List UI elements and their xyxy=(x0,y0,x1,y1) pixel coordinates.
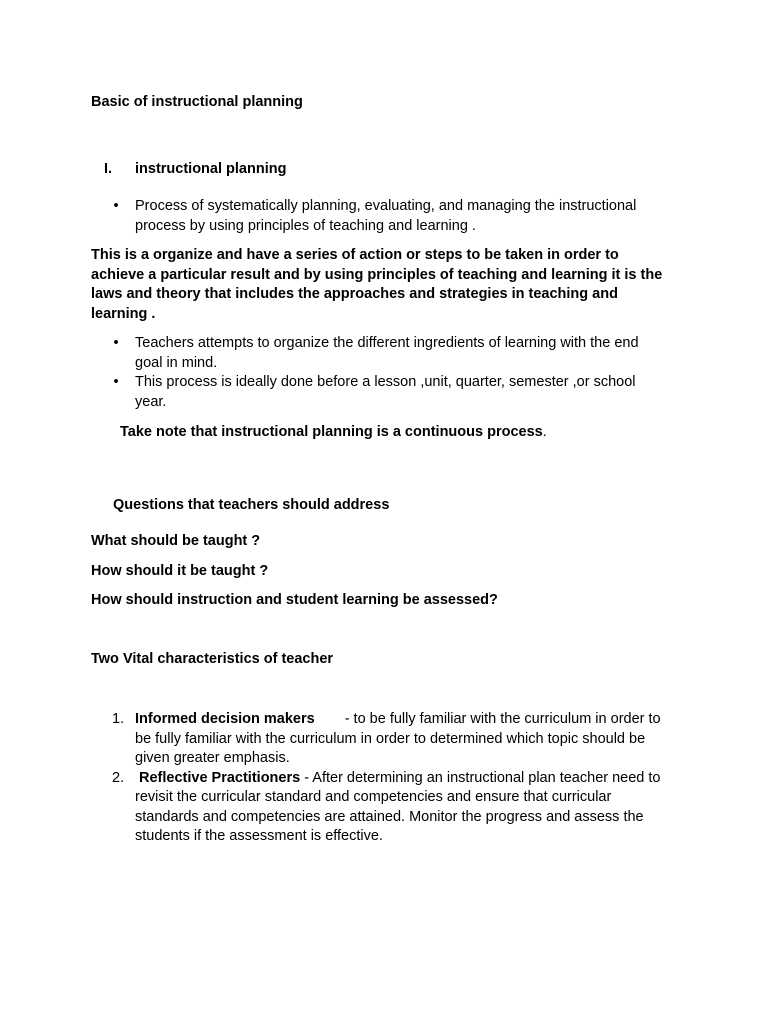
section-numeral: I. xyxy=(104,161,113,177)
list-item xyxy=(0,197,665,236)
bullet-icon: • xyxy=(113,198,119,214)
question-item: What should be taught ? xyxy=(91,533,261,549)
characteristic-term: Informed decision makers xyxy=(135,711,315,727)
list-item-text: Process of systematically planning, evaluating, and managing the instructional process by using principles of teaching and learning . xyxy=(135,198,637,234)
list-item xyxy=(0,334,665,373)
list-item-text: This process is ideally done before a lesson ,unit, quarter, semester ,or school year. xyxy=(135,374,636,410)
note-line xyxy=(120,423,547,443)
characteristics-heading: Two Vital characteristics of teacher xyxy=(91,651,334,667)
bullet-icon: • xyxy=(113,335,119,351)
characteristic-text: - After determining an instructional plan teacher need to revisit the curricular standard and competencies and ensure that curricular standards and competencies are attained. Monitor the progress and assess the students if the assessment is effective. xyxy=(135,769,661,844)
question-item: How should instruction and student learning be assessed? xyxy=(91,592,498,608)
characteristics-list xyxy=(0,710,665,847)
list-number: 2. xyxy=(112,769,125,786)
section-heading: instructional planning xyxy=(135,161,287,177)
bold-paragraph: This is a organize and have a series of action or steps to be taken in order to achieve a particular result and by using principles of teaching and learning it is the laws and theory that includes the approaches and strategies in teaching and learning . xyxy=(91,247,663,322)
characteristic-term: Reflective Practitioners xyxy=(139,769,301,786)
list-item-text: Teachers attempts to organize the different ingredients of learning with the end goal in mind. xyxy=(135,335,639,371)
list-number: 1. xyxy=(112,711,125,727)
note-text: Take note that instructional planning is a continuous process xyxy=(120,424,543,440)
list-item xyxy=(0,710,665,769)
note-period: . xyxy=(542,424,547,440)
questions-heading: Questions that teachers should address xyxy=(113,497,390,513)
list-item xyxy=(0,769,665,847)
process-list xyxy=(0,334,665,412)
list-item xyxy=(0,373,665,412)
characteristic-text: - to be fully familiar with the curriculum in order to be fully familiar with the curriculum in order to determined which topic should be given greater emphasis. xyxy=(135,711,661,766)
question-item: How should it be taught ? xyxy=(91,563,269,579)
document-title: Basic of instructional planning xyxy=(91,94,303,110)
definition-list xyxy=(0,197,665,236)
bullet-icon: • xyxy=(113,374,119,390)
